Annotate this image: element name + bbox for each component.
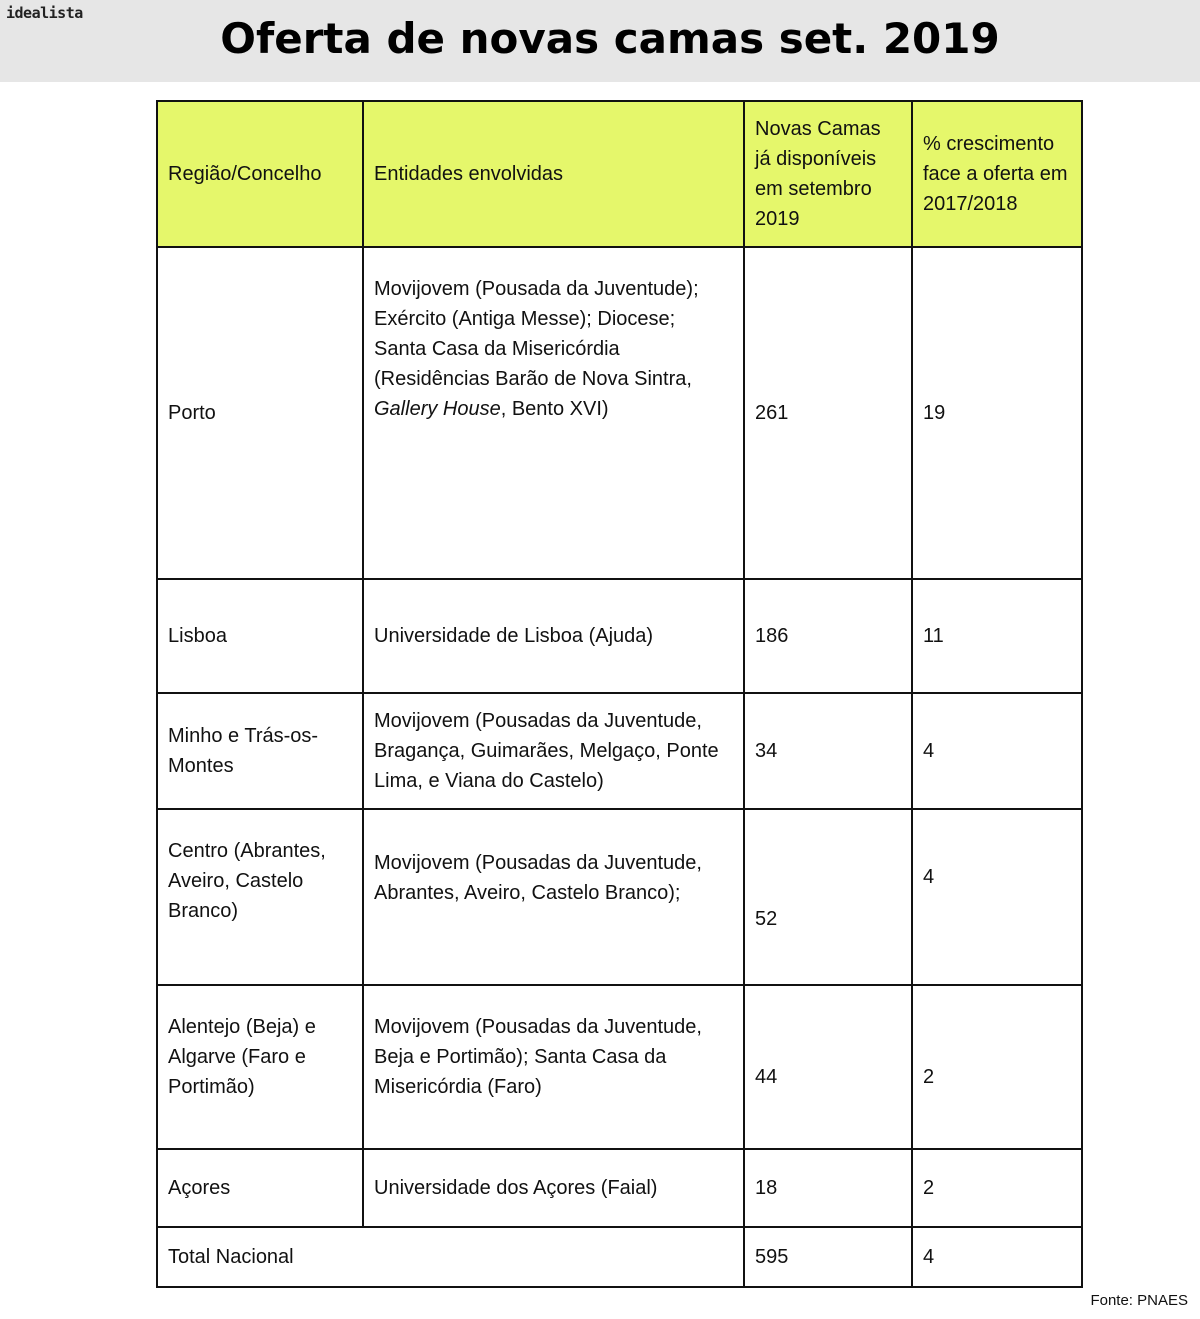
total-new-beds: 595 — [744, 1227, 912, 1287]
cell-growth: 2 — [912, 985, 1082, 1149]
cell-new-beds: 52 — [744, 809, 912, 985]
column-header-region: Região/Concelho — [157, 101, 363, 247]
cell-region: Açores — [157, 1149, 363, 1227]
cell-growth: 4 — [912, 809, 1082, 985]
table-row — [157, 693, 1082, 809]
table-row — [157, 247, 1082, 579]
cell-entities: Movijovem (Pousadas da Juventude, Abrantes, Aveiro, Castelo Branco); — [363, 809, 744, 985]
cell-new-beds: 34 — [744, 693, 912, 809]
table-row — [157, 1149, 1082, 1227]
table-row — [157, 579, 1082, 693]
cell-growth: 11 — [912, 579, 1082, 693]
table-row — [157, 809, 1082, 985]
cell-entities: Universidade de Lisboa (Ajuda) — [363, 579, 744, 693]
source-note: Fonte: PNAES — [1090, 1292, 1188, 1309]
cell-new-beds: 18 — [744, 1149, 912, 1227]
cell-region: Porto — [157, 247, 363, 579]
cell-region: Lisboa — [157, 579, 363, 693]
cell-growth: 19 — [912, 247, 1082, 579]
page-title: Oferta de novas camas set. 2019 — [220, 14, 1000, 63]
cell-growth: 4 — [912, 693, 1082, 809]
cell-new-beds: 186 — [744, 579, 912, 693]
brand-logo: idealista — [6, 4, 83, 22]
cell-region: Centro (Abrantes, Aveiro, Castelo Branco) — [157, 809, 363, 985]
cell-region: Minho e Trás-os-Montes — [157, 693, 363, 809]
table-row — [157, 985, 1082, 1149]
beds-table — [156, 100, 1083, 1288]
cell-new-beds: 261 — [744, 247, 912, 579]
cell-entities: Movijovem (Pousada da Juventude); Exército (Antiga Messe); Diocese; Santa Casa da Misericórdia (Residências Barão de Nova Sintra, Gallery House, Bento XVI) — [363, 247, 744, 579]
column-header-entities: Entidades envolvidas — [363, 101, 744, 247]
cell-region: Alentejo (Beja) e Algarve (Faro e Portimão) — [157, 985, 363, 1149]
total-row — [157, 1227, 1082, 1287]
column-header-new-beds: Novas Camas já disponíveis em setembro 2019 — [744, 101, 912, 247]
cell-entities: Universidade dos Açores (Faial) — [363, 1149, 744, 1227]
cell-new-beds: 44 — [744, 985, 912, 1149]
column-header-growth: % crescimento face a oferta em 2017/2018 — [912, 101, 1082, 247]
cell-entities: Movijovem (Pousadas da Juventude, Beja e Portimão); Santa Casa da Misericórdia (Faro) — [363, 985, 744, 1149]
cell-growth: 2 — [912, 1149, 1082, 1227]
total-growth: 4 — [912, 1227, 1082, 1287]
table-header-row — [157, 101, 1082, 247]
cell-entities: Movijovem (Pousadas da Juventude, Bragança, Guimarães, Melgaço, Ponte Lima, e Viana do Castelo) — [363, 693, 744, 809]
total-label: Total Nacional — [157, 1227, 744, 1287]
